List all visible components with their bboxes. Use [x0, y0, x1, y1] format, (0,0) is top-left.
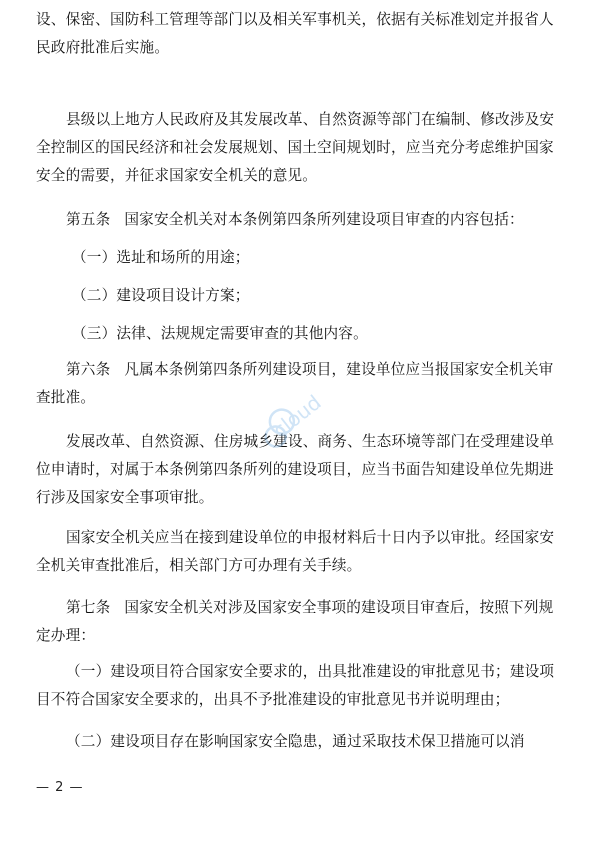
list-item-text: （一）选址和场所的用途； — [72, 249, 250, 266]
paragraph-1 — [36, 6, 564, 62]
paragraph-text: 县级以上地方人民政府及其发展改革、自然资源等部门在编制、修改涉及安全控制区的国民经济和社会发展规划、国土空间规划时，应当充分考虑维护国家安全的需要，并征求国家安全机关的意见。 — [36, 111, 555, 184]
paragraph-2 — [36, 106, 564, 190]
article-number: 第五条 — [66, 211, 111, 228]
paragraph-text: 发展改革、自然资源、住房城乡建设、商务、生态环境等部门在受理建设单位申请时，对属于本条例第四条所列的建设项目，应当书面告知建设单位先期进行涉及国家安全事项审批。 — [36, 433, 555, 506]
list-item-2 — [72, 282, 564, 310]
list-item-3 — [72, 320, 564, 348]
watermark-text: cloud — [268, 390, 326, 443]
article-5 — [36, 206, 564, 234]
list-item-text: （三）法律、法规规定需要审查的其他内容。 — [72, 325, 368, 342]
list-item-text: （二）建设项目设计方案； — [72, 287, 250, 304]
article-number: 第六条 — [66, 361, 111, 378]
paragraph-text: 凡属本条例第四条所列建设项目，建设单位应当报国家安全机关审查批准。 — [36, 361, 554, 406]
list-item-text: （一）建设项目符合国家安全要求的，出具批准建设的审批意见书；建设项目不符合国家安全要求的，出具不予批准建设的审批意见书并说明理由； — [36, 663, 555, 708]
paragraph-text: 国家安全机关对本条例第四条所列建设项目审查的内容包括： — [124, 211, 524, 228]
paragraph-text: 设、保密、国防科工管理等部门以及相关军事机关，依据有关标准划定并报省人民政府批准后实施。 — [36, 11, 554, 56]
paragraph-text: 国家安全机关对涉及国家安全事项的建设项目审查后，按照下列规定办理： — [36, 599, 554, 644]
list-item-article-7-2 — [36, 728, 564, 756]
paragraph-article-6-3 — [36, 524, 564, 580]
list-item-text: （二）建设项目存在影响国家安全隐患，通过采取技术保卫措施可以消 — [66, 733, 525, 750]
cloud-logo-icon — [238, 378, 348, 458]
paragraph-text: 国家安全机关应当在接到建设单位的申报材料后十日内予以审批。经国家安全机关审查批准后，相关部门方可办理有关手续。 — [36, 529, 555, 574]
page-number: — 2 — — [36, 780, 84, 795]
list-item-1 — [72, 244, 564, 272]
article-number: 第七条 — [66, 599, 111, 616]
article-7 — [36, 594, 564, 650]
list-item-article-7-1 — [36, 658, 564, 714]
